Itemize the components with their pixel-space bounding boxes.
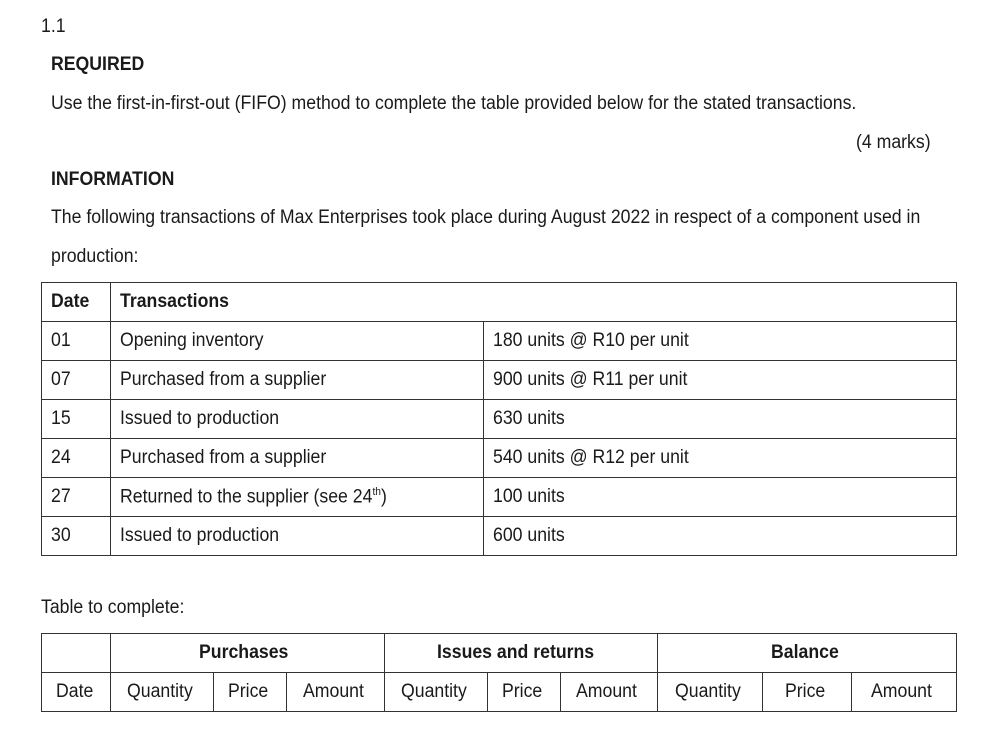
group-header-row — [42, 634, 957, 673]
table-row — [42, 478, 957, 517]
row-description: Issued to production — [111, 400, 484, 439]
row-description: Issued to production — [111, 517, 484, 556]
information-heading: INFORMATION — [51, 169, 175, 190]
row-detail: 600 units — [484, 517, 957, 556]
table-row — [42, 361, 957, 400]
required-heading: REQUIRED — [51, 54, 145, 75]
purchases-amount-header: Amount — [287, 673, 385, 712]
required-text: Use the first-in-first-out (FIFO) method to complete the table provided below for the stated transactions. — [51, 93, 857, 114]
row-date: 24 — [42, 439, 111, 478]
table-row — [42, 439, 957, 478]
ordinal-superscript: th — [372, 485, 381, 498]
date-column-header: Date — [42, 673, 111, 712]
row-detail: 900 units @ R11 per unit — [484, 361, 957, 400]
transactions-header-transactions: Transactions — [111, 283, 957, 322]
table-row — [42, 517, 957, 556]
row-date: 27 — [42, 478, 111, 517]
balance-amount-header: Amount — [852, 673, 957, 712]
issues-price-header: Price — [488, 673, 561, 712]
row-detail: 630 units — [484, 400, 957, 439]
balance-price-header: Price — [763, 673, 852, 712]
purchases-quantity-header: Quantity — [111, 673, 214, 712]
table-to-complete-label: Table to complete: — [41, 597, 185, 618]
question-number: 1.1 — [41, 16, 66, 37]
purchases-group-header: Purchases — [111, 634, 385, 673]
fifo-table-to-complete — [41, 633, 957, 712]
column-header-row — [42, 673, 957, 712]
transactions-header-date: Date — [42, 283, 111, 322]
information-text-line2: production: — [51, 246, 139, 267]
issues-quantity-header: Quantity — [385, 673, 488, 712]
empty-corner-cell — [42, 634, 111, 673]
table-row — [42, 400, 957, 439]
row-description: Purchased from a supplier — [111, 361, 484, 400]
information-text-line1: The following transactions of Max Enterprises took place during August 2022 in respect of a component used in — [51, 207, 921, 228]
issues-group-header: Issues and returns — [385, 634, 658, 673]
row-detail: 540 units @ R12 per unit — [484, 439, 957, 478]
purchases-price-header: Price — [214, 673, 287, 712]
issues-amount-header: Amount — [561, 673, 658, 712]
row-description: Returned to the supplier (see 24th) — [111, 478, 484, 517]
row-detail: 100 units — [484, 478, 957, 517]
marks-label: (4 marks) — [856, 132, 931, 153]
row-description: Opening inventory — [111, 322, 484, 361]
row-date: 01 — [42, 322, 111, 361]
transactions-table — [41, 282, 957, 556]
balance-quantity-header: Quantity — [658, 673, 763, 712]
row-date: 07 — [42, 361, 111, 400]
transactions-header-row — [42, 283, 957, 322]
balance-group-header: Balance — [658, 634, 957, 673]
row-date: 15 — [42, 400, 111, 439]
row-detail: 180 units @ R10 per unit — [484, 322, 957, 361]
row-description: Purchased from a supplier — [111, 439, 484, 478]
row-date: 30 — [42, 517, 111, 556]
table-row — [42, 322, 957, 361]
